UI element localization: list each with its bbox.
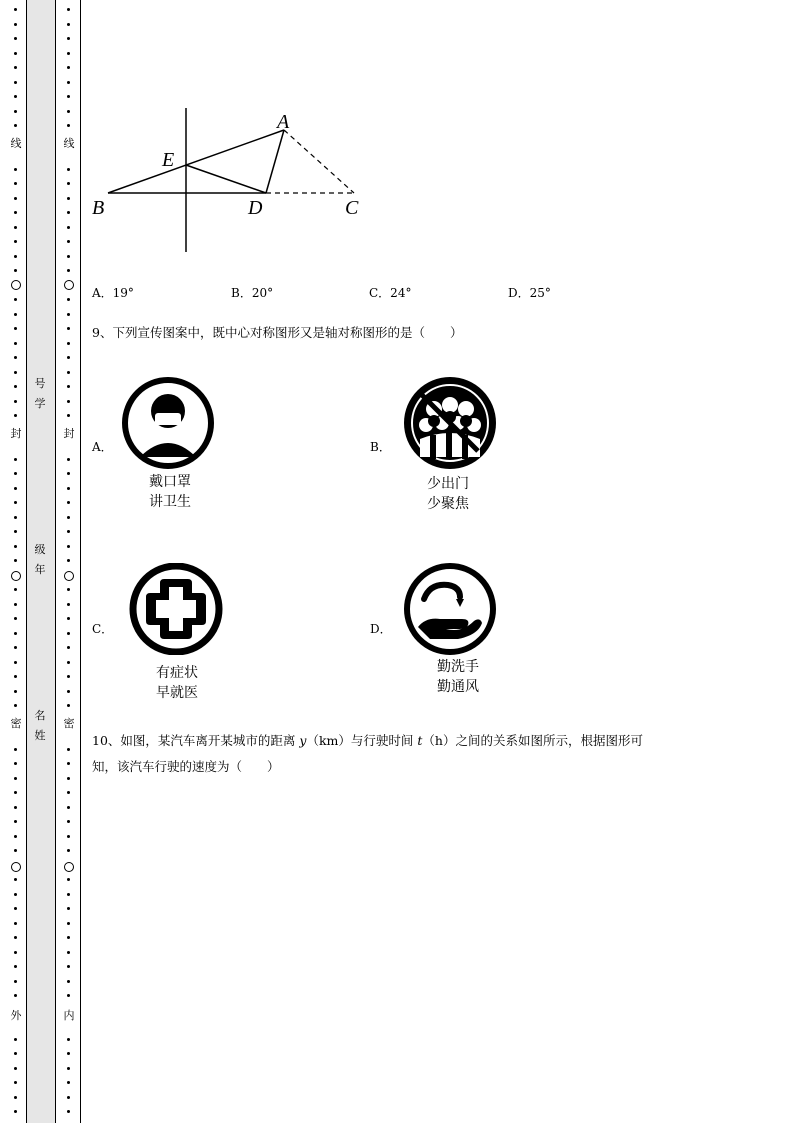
margin-dot [14,255,17,258]
margin-dot [14,414,17,417]
margin-dot [14,646,17,649]
margin-dot [14,704,17,707]
margin-dot [14,994,17,997]
margin-dot [14,530,17,533]
margin-dot [14,226,17,229]
margin-dot [14,52,17,55]
margin-dot [14,849,17,852]
margin-dot [14,81,17,84]
margin-dot [14,240,17,243]
margin-dot [14,1110,17,1113]
medical-cross-icon [126,563,226,655]
margin-dot [14,385,17,388]
q9-option-b-caption-line1: 少出门 [427,476,469,492]
margin-dot [67,95,70,98]
margin-dot [67,994,70,997]
triangle-figure [90,100,380,260]
margin-dot [67,951,70,954]
q9-option-a-caption-line2: 讲卫生 [149,494,191,510]
margin-dot [67,922,70,925]
q9-option-d-caption-line2: 勤通风 [437,679,479,695]
margin-dot [14,980,17,983]
margin-dot [67,806,70,809]
margin-dot [14,516,17,519]
inner-margin-circle-3 [64,862,74,872]
margin-dot [14,371,17,374]
margin-dot [67,878,70,881]
q9-option-b-caption-line2: 少聚焦 [427,496,469,512]
margin-dot [14,1038,17,1041]
q10-var-y: y [299,733,307,748]
label-e: E [162,149,175,171]
margin-dot [67,849,70,852]
q10-text-part2: （km）与行驶时间 [306,733,418,748]
margin-dot [14,762,17,765]
margin-dot [67,777,70,780]
margin-dot [67,632,70,635]
q9-option-c-caption-line1: 有症状 [156,665,198,681]
q9-option-b-letter[interactable]: B． [370,440,391,454]
margin-dot [67,545,70,548]
margin-dot [14,124,17,127]
margin-dot [67,23,70,26]
name-char-1: 名 [34,709,46,722]
margin-dot [14,922,17,925]
margin-dot [67,226,70,229]
margin-dot [14,632,17,635]
outer-margin-circle-1 [11,280,21,290]
label-b: B [92,197,105,219]
margin-dot [67,791,70,794]
margin-dot [67,559,70,562]
margin-dot [67,66,70,69]
class-char-2: 年 [34,563,46,576]
margin-dot [67,646,70,649]
margin-dot [14,661,17,664]
margin-dot [67,356,70,359]
outer-dotted-margin [7,0,25,1123]
margin-dot [67,704,70,707]
margin-dot [67,893,70,896]
q8-option-c[interactable]: C．24° [369,286,412,300]
margin-dot [14,356,17,359]
margin-dot [14,748,17,751]
margin-dot [67,298,70,301]
margin-dot [67,588,70,591]
margin-dot [67,327,70,330]
margin-dot [67,1110,70,1113]
margin-dot [67,936,70,939]
margin-dot [14,269,17,272]
q9-option-a-caption-line1: 戴口罩 [149,474,191,490]
margin-dot [14,458,17,461]
margin-dot [14,835,17,838]
margin-dot [14,501,17,504]
margin-dot [14,298,17,301]
margin-dot [14,1096,17,1099]
margin-dot [67,980,70,983]
label-d: D [248,197,263,219]
label-a: A [277,111,290,133]
margin-dot [67,385,70,388]
margin-dot [14,588,17,591]
margin-dot [67,1096,70,1099]
margin-dot [67,52,70,55]
q9-option-a-letter[interactable]: A． [92,440,113,454]
margin-dot [67,458,70,461]
margin-dot [67,603,70,606]
q10-question-line1 [92,728,643,754]
margin-dot [67,820,70,823]
outer-seal-mark-2: 封 [10,427,22,440]
margin-dot [67,371,70,374]
margin-dot [14,182,17,185]
q9-option-c-letter[interactable]: C． [92,622,114,636]
margin-dot [67,530,70,533]
margin-dot [14,559,17,562]
margin-dot [14,37,17,40]
margin-dot [14,472,17,475]
margin-dot [14,1052,17,1055]
margin-dot [14,951,17,954]
margin-dot [67,110,70,113]
inner-margin-circle-2 [64,571,74,581]
margin-dot [67,414,70,417]
hand-wash-icon [400,563,500,655]
margin-dot [14,936,17,939]
q10-text-part1: 10、如图，某汽车离开某城市的距离 [92,733,300,748]
q8-option-a[interactable]: A．19° [92,286,134,300]
margin-dot [67,37,70,40]
margin-dot [67,748,70,751]
margin-border-line [80,0,81,1123]
q9-option-d-caption-line1: 勤洗手 [437,659,479,675]
q9-option-d-letter[interactable]: D． [370,622,392,636]
mask-face-icon [118,377,218,469]
segment-ed [186,165,266,193]
inner-dotted-margin [60,0,78,1123]
margin-dot [14,197,17,200]
margin-dot [14,342,17,345]
student-id-char-2: 学 [34,397,46,410]
margin-dot [14,327,17,330]
margin-dot [14,675,17,678]
segment-ac-dashed [284,130,354,193]
inner-margin-circle-1 [64,280,74,290]
margin-dot [14,907,17,910]
margin-dot [67,81,70,84]
outer-margin-circle-2 [11,571,21,581]
segment-ba [108,130,284,193]
margin-dot [14,603,17,606]
margin-dot [67,1067,70,1070]
crowd-no-icon [400,377,500,469]
margin-dot [14,791,17,794]
margin-dot [67,472,70,475]
margin-dot [67,124,70,127]
student-id-char-1: 号 [34,377,46,390]
margin-dot [14,313,17,316]
q9-option-c-caption-line2: 早就医 [156,685,198,701]
margin-dot [67,255,70,258]
q9-option-a-caption [120,472,220,512]
q9-question-text: 9、下列宣传图案中，既中心对称图形又是轴对称图形的是（ ） [92,325,463,340]
q10-question-line2: 知，该汽车行驶的速度为（ ） [92,759,280,774]
inner-seal-mark-1: 线 [63,137,75,150]
margin-dot [67,1081,70,1084]
margin-dot [67,487,70,490]
margin-dot [14,211,17,214]
margin-dot [14,893,17,896]
margin-dot [14,23,17,26]
margin-dot [14,617,17,620]
margin-dot [14,1067,17,1070]
q10-text-part3: （h）之间的关系如图所示，根据图形可 [422,733,643,748]
segment-ad [266,130,284,193]
outer-seal-mark-3: 密 [10,717,22,730]
margin-dot [67,400,70,403]
margin-dot [67,1038,70,1041]
margin-dot [67,8,70,11]
inner-seal-mark-2: 封 [63,427,75,440]
q8-option-b[interactable]: B．20° [231,286,274,300]
q10-var-t: t [417,733,423,748]
margin-dot [67,211,70,214]
margin-dot [14,66,17,69]
margin-dot [67,835,70,838]
margin-dot [14,487,17,490]
margin-dot [14,400,17,403]
label-c: C [345,197,359,219]
student-id-label [26,374,54,414]
margin-dot [14,168,17,171]
margin-dot [67,269,70,272]
margin-dot [67,313,70,316]
margin-dot [67,168,70,171]
margin-dot [67,516,70,519]
inner-seal-mark-4: 内 [63,1009,75,1022]
outer-seal-mark-4: 外 [10,1009,22,1022]
margin-dot [14,545,17,548]
q9-option-d-caption [408,657,508,697]
margin-dot [67,501,70,504]
margin-dot [67,1052,70,1055]
margin-dot [14,820,17,823]
margin-dot [14,110,17,113]
margin-dot [14,690,17,693]
margin-dot [14,95,17,98]
margin-dot [14,878,17,881]
outer-seal-mark-1: 线 [10,137,22,150]
margin-dot [67,675,70,678]
margin-dot [14,1081,17,1084]
name-char-2: 姓 [34,729,46,742]
margin-dot [67,197,70,200]
q8-option-d[interactable]: D．25° [508,286,551,300]
margin-dot [67,690,70,693]
margin-dot [67,240,70,243]
outer-margin-circle-3 [11,862,21,872]
class-char-1: 级 [34,543,46,556]
margin-dot [14,806,17,809]
margin-dot [14,8,17,11]
margin-dot [14,965,17,968]
inner-seal-mark-3: 密 [63,717,75,730]
margin-dot [67,617,70,620]
name-label [26,706,54,746]
margin-dot [67,762,70,765]
class-label [26,540,54,580]
margin-dot [67,342,70,345]
q9-option-c-caption [127,663,227,703]
margin-dot [67,907,70,910]
margin-dot [67,965,70,968]
q9-option-b-caption [398,474,498,514]
margin-dot [14,777,17,780]
margin-dot [67,182,70,185]
margin-dot [67,661,70,664]
